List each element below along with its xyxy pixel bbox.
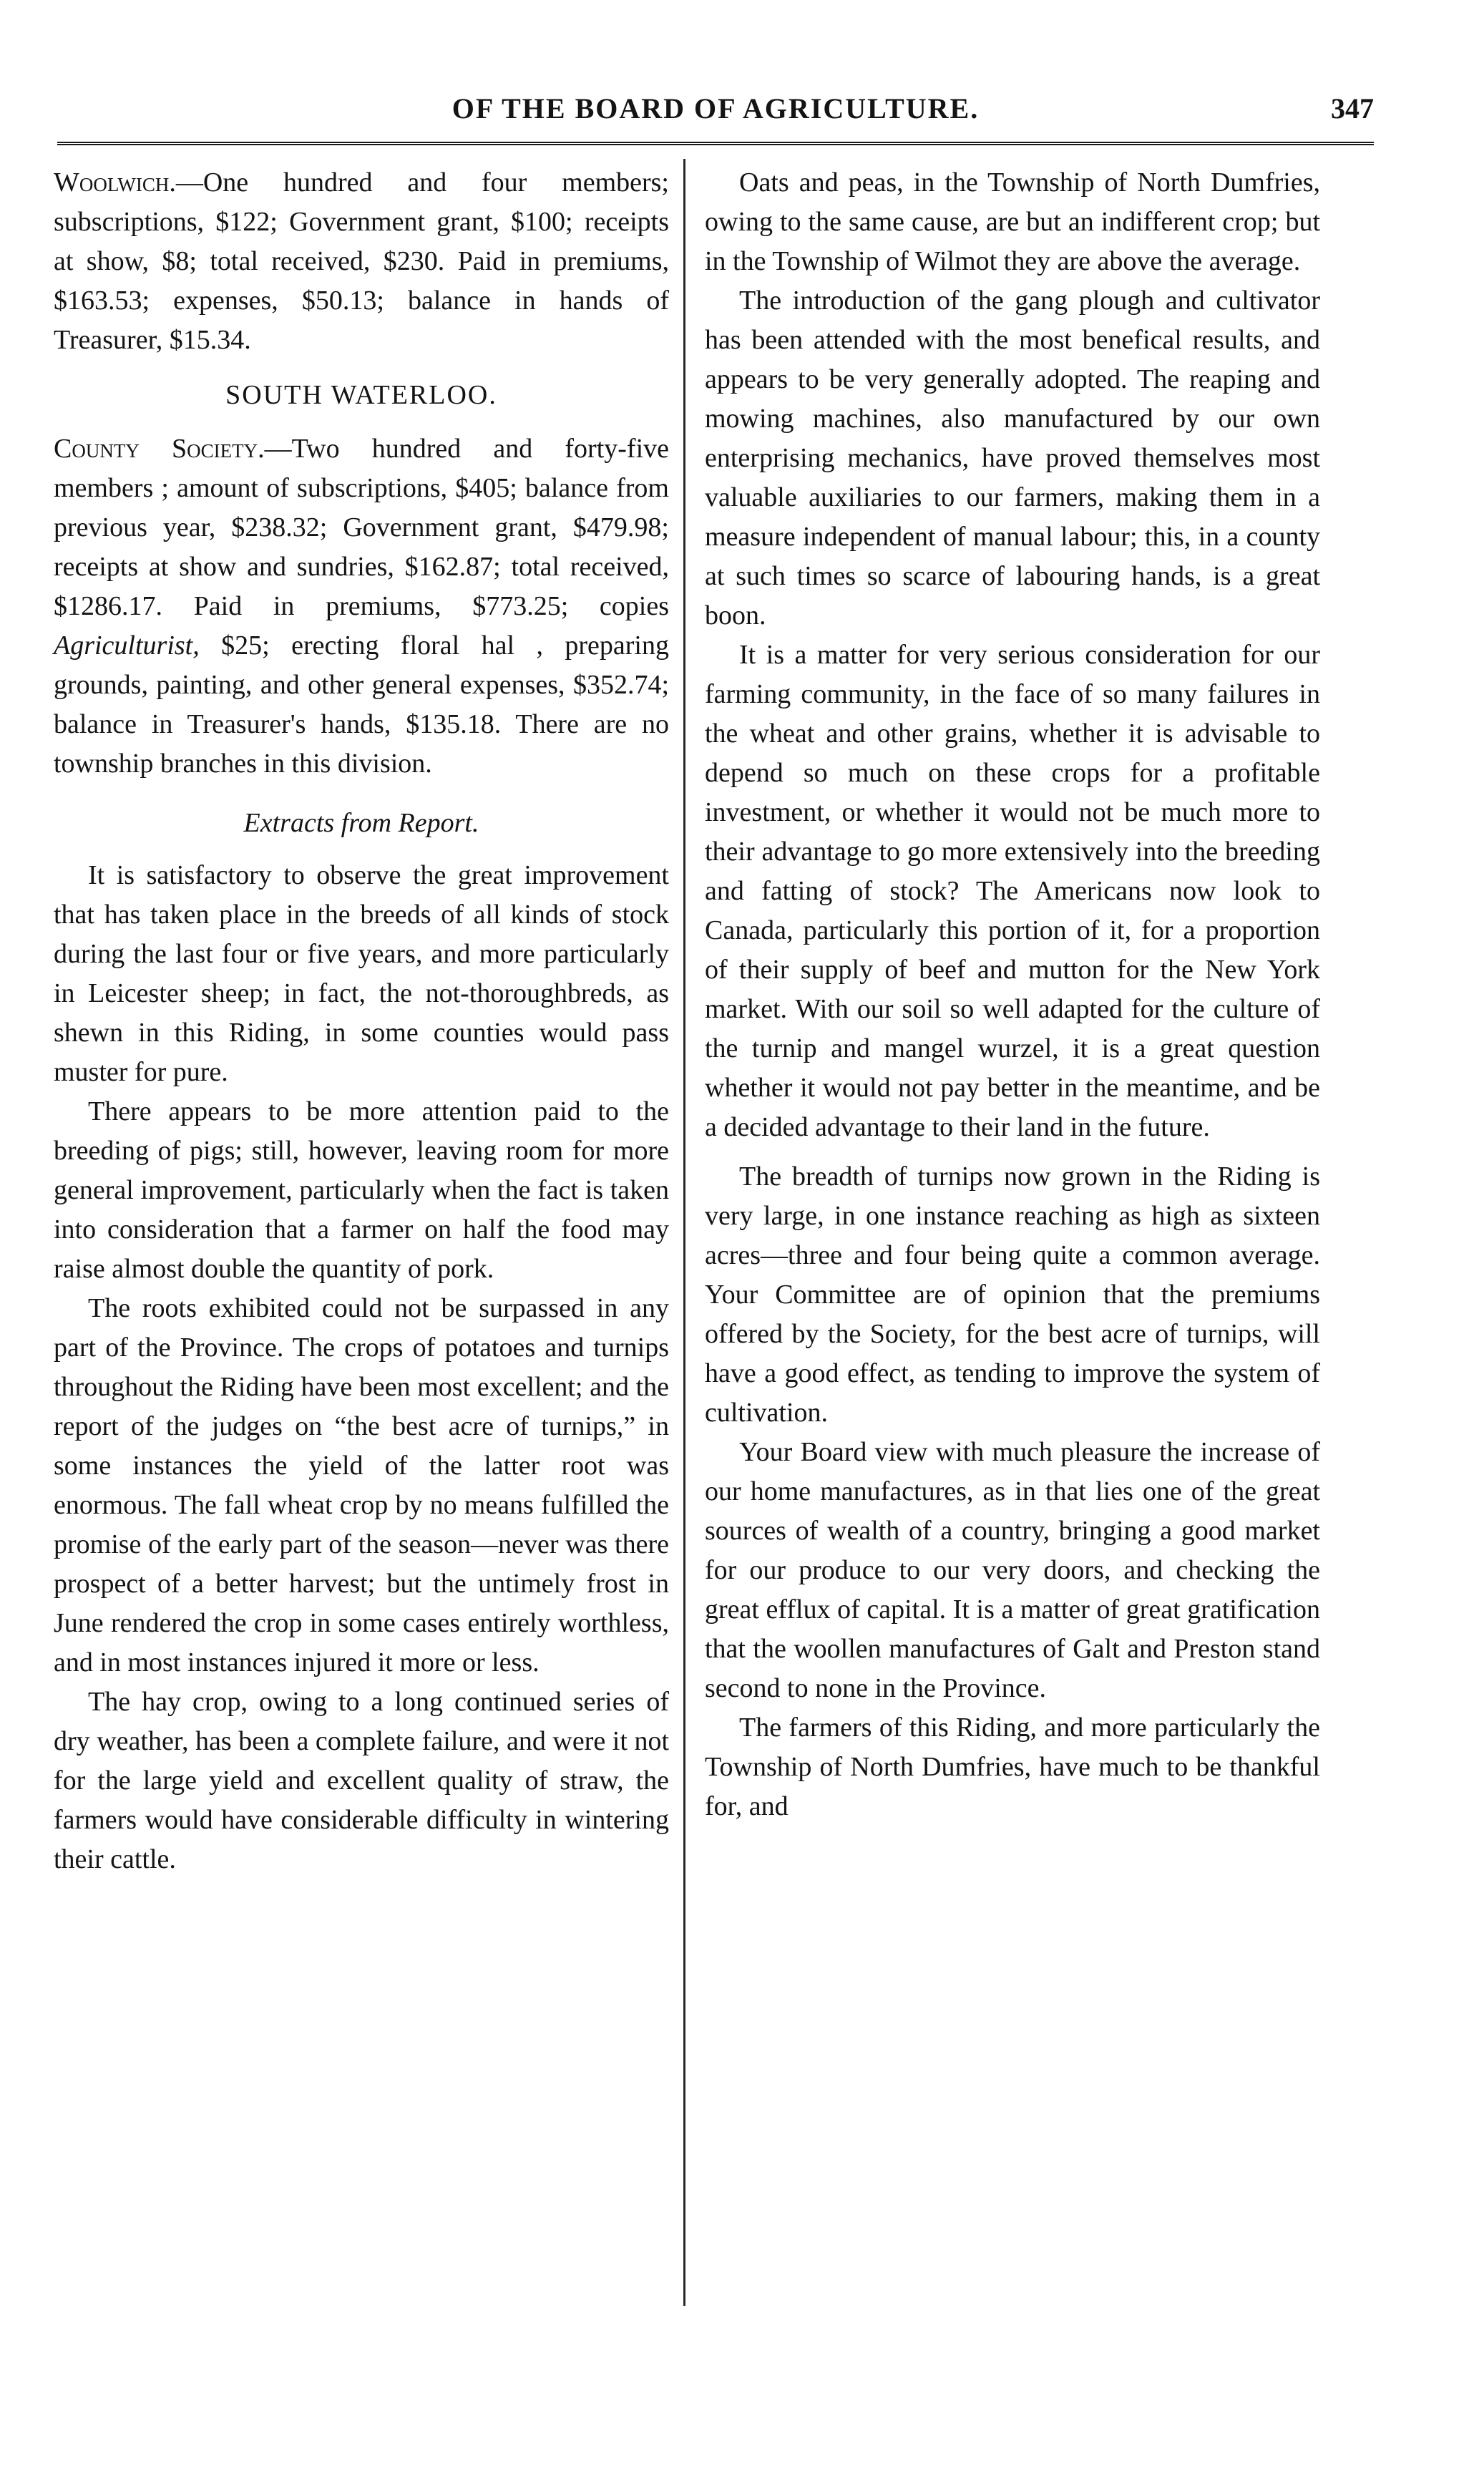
right-paragraph-2: The introduction of the gang plough and cultivator has been attended with the most benefical results, and appears to be very generally adopted. The reaping and mowing machines, also manufactured by our own enterprising mechanics, have proved themselves most valuable auxiliaries to our farmers, making them in a measure independent of manual labour; this, in a county at such times so scarce of labouring hands, is a great boon. (705, 286, 1320, 630)
left-column (54, 163, 669, 1879)
left-paragraph-3: The roots exhibited could not be surpassed in any part of the Province. The crops of potatoes and turnips throughout the Riding have been most excellent; and the report of the judges on “the best acre of turnips,” in some instances the yield of the latter root was enormous. The fall wheat crop by no means fulfilled the promise of the early part of the season—never was there prospect of a better harvest; but the untimely frost in June rendered the crop in some cases entirely worthless, and in most instances injured it more or less. (54, 1293, 669, 1677)
right-paragraph-1: Oats and peas, in the Township of North Dumfries, owing to the same cause, are but an indifferent crop; but in the Township of Wilmot they are above the average. (705, 167, 1320, 276)
page-number: 347 (1331, 92, 1374, 125)
right-column (705, 163, 1320, 1826)
section-heading-south-waterloo: SOUTH WATERLOO. (225, 380, 497, 410)
woolwich-paragraph (54, 163, 669, 360)
right-paragraph-6: The farmers of this Riding, and more particularly the Township of North Dumfries, have much to be thankful for, and (705, 1713, 1320, 1821)
right-paragraph-4: The breadth of turnips now grown in the Riding is very large, in one instance reaching as high as sixteen acres—three and four being quite a common average. Your Committee are of opinion that the premiums offered by the Society, for the best acre of turnips, will have a good effect, as tending to improve the system of cultivation. (705, 1161, 1320, 1428)
extracts-heading: Extracts from Report. (243, 808, 479, 838)
header-rule (57, 142, 1374, 150)
right-paragraph-3: It is a matter for very serious consideration for our farming community, in the face of so many failures in the wheat and other grains, whether it is advisable to depend so much on these crops for a profitable investment, or whether it would not be much more to their advantage to go more extensively into the breeding and fatting of stock? The Americans now look to Canada, particularly this portion of it, for a proportion of their supply of beef and mutton for the New York market. With our soil so well adapted for the culture of the turnip and mangel wurzel, it is a great question whether it would not pay better in the meantime, and be a decided advantage to their land in the future. (705, 640, 1320, 1142)
county-society-paragraph (54, 429, 669, 784)
county-lead: County Society. (54, 434, 265, 464)
paragraph-gap (705, 1147, 1320, 1157)
right-paragraph-5: Your Board view with much pleasure the increase of our home manufactures, as in that lies one of the great sources of wealth of a country, bringing a good market for our produce to our very doors, and checking the great efflux of capital. It is a matter of great gratification that the woollen manufactures of Galt and Preston stand second to none in the Province. (705, 1437, 1320, 1703)
woolwich-lead: Woolwich. (54, 167, 176, 198)
county-text-1: —Two hundred and forty-five members ; amount of subscriptions, $405; balance from previous year, $238.32; Government grant, $479.98; receipts at show and sundries, $162.87; total received, $1286.17. Paid in premiums, $773.25; copies (54, 434, 669, 621)
column-divider (683, 159, 685, 2306)
county-text-2: $25; erecting floral hal , preparing grounds, painting, and other general expenses, $352.74; balance in Treasurer's hands, $135.18. There are no township branches in this division. (54, 630, 669, 779)
running-header (57, 86, 1374, 136)
county-italic: Agriculturist, (54, 630, 200, 661)
left-paragraph-4: The hay crop, owing to a long continued series of dry weather, has been a complete failure, and were it not for the large yield and excellent quality of straw, the farmers would have considerable difficulty in wintering their cattle. (54, 1687, 669, 1874)
left-paragraph-2: There appears to be more attention paid to the breeding of pigs; still, however, leaving room for more general improvement, particularly when the fact is taken into consideration that a farmer on half the food may raise almost double the quantity of pork. (54, 1096, 669, 1284)
woolwich-text: —One hundred and four members; subscriptions, $122; Government grant, $100; receipts at show, $8; total received, $230. Paid in premiums, $163.53; expenses, $50.13; balance in hands of Treasurer, $15.34. (54, 167, 669, 355)
running-title: OF THE BOARD OF AGRICULTURE. (451, 92, 980, 125)
left-paragraph-1: It is satisfactory to observe the great improvement that has taken place in the breeds of all kinds of stock during the last four or five years, and more particularly in Leicester sheep; in fact, the not-thoroughbreds, as shewn in this Riding, in some counties would pass muster for pure. (54, 860, 669, 1087)
